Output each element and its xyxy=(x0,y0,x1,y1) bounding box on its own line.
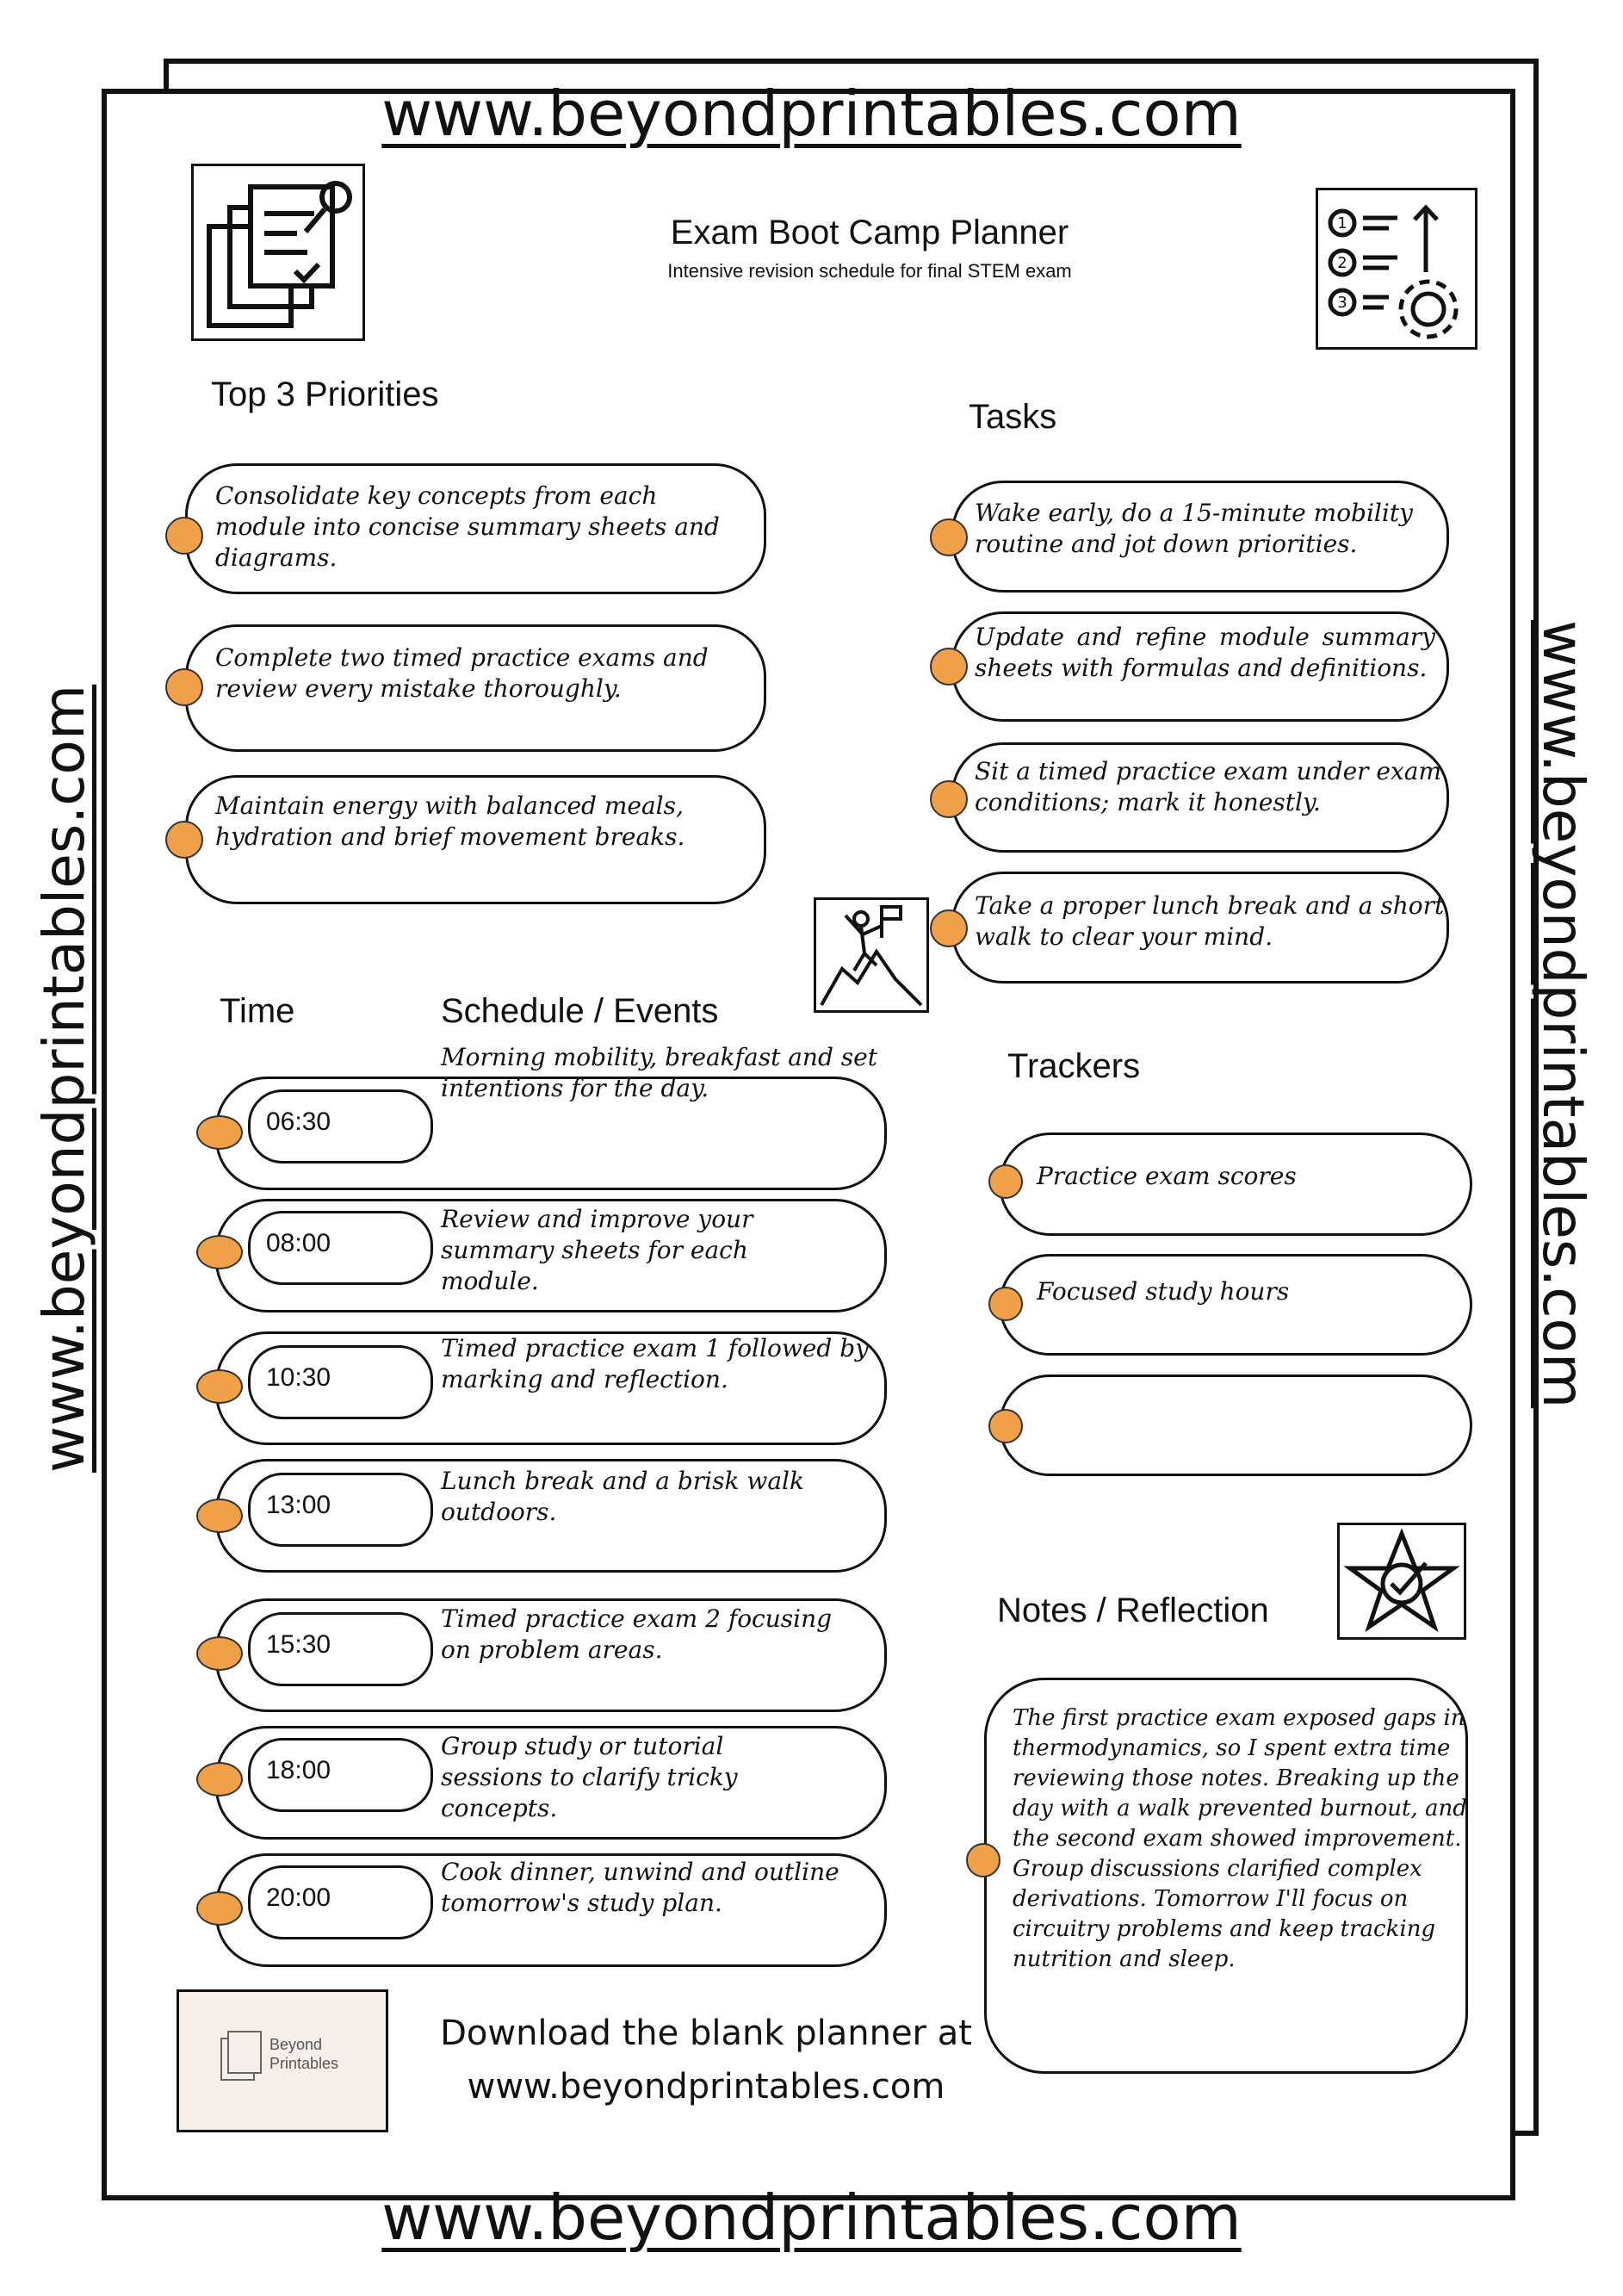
notes-text[interactable]: The first practice exam exposed gaps in thermodynamics, so I spent extra time reviewing those notes. Breaking up the day with a walk prevented burnout, and the second exam showed improvement. Group discussions clarified complex derivations. Tomorrow I'll focus on circuitry problems and keep tracking nutrition and sleep. xyxy=(1013,1705,1467,1972)
event-text: Morning mobility, breakfast and set intentions for the day. xyxy=(441,1043,877,1102)
event-text: Group study or tutorial sessions to clarify tricky concepts. xyxy=(441,1732,738,1822)
time-slot: 10:30 xyxy=(248,1345,433,1419)
climber-flag-icon xyxy=(814,897,929,1013)
schedule-bullet xyxy=(196,1499,243,1533)
trackers-heading: Trackers xyxy=(1007,1047,1141,1085)
schedule-bullet xyxy=(196,1369,243,1404)
schedule-bullet xyxy=(196,1115,243,1150)
beyond-printables-logo xyxy=(177,1989,388,2132)
tasks-heading: Tasks xyxy=(969,398,1057,436)
tracker-label: Practice exam scores xyxy=(1037,1162,1297,1190)
watermark-right[interactable]: www.beyondprintables.com xyxy=(1530,620,1596,1409)
time-slot: 08:00 xyxy=(248,1211,433,1285)
watermark-bottom[interactable]: www.beyondprintables.com xyxy=(381,2181,1242,2254)
time-slot: 15:30 xyxy=(248,1612,433,1686)
page-title: Exam Boot Camp Planner xyxy=(670,214,1069,251)
priority-bullet xyxy=(165,517,203,555)
event-text: Review and improve your summary sheets for each module. xyxy=(441,1205,753,1295)
numbered-list-gear-icon xyxy=(1316,188,1477,350)
watermark-top[interactable]: www.beyondprintables.com xyxy=(381,78,1242,150)
task-bullet xyxy=(930,780,968,818)
tracker-bullet xyxy=(988,1409,1023,1443)
event-text: Timed practice exam 1 followed by marking and reflection. xyxy=(441,1334,869,1393)
svg-text:2: 2 xyxy=(1337,254,1347,272)
task-bullet xyxy=(930,909,968,947)
time-slot: 18:00 xyxy=(248,1738,433,1812)
star-check-icon xyxy=(1337,1523,1466,1640)
priority-text: Complete two timed practice exams and review every mistake thoroughly. xyxy=(215,643,709,703)
footer-line1: Download the blank planner at xyxy=(440,2014,972,2053)
schedule-bullet xyxy=(196,1636,243,1671)
notes-heading: Notes / Reflection xyxy=(997,1592,1269,1629)
priority-text: Consolidate key concepts from each module into concise summary sheets and diagrams. xyxy=(215,481,720,572)
schedule-bullet xyxy=(196,1891,243,1926)
task-text: Wake early, do a 15-minute mobility routine and jot down priorities. xyxy=(975,499,1413,558)
footer-link[interactable]: www.beyondprintables.com xyxy=(467,2067,945,2107)
footer-download-text xyxy=(405,2007,1007,2113)
svg-text:3: 3 xyxy=(1337,294,1347,312)
page-subtitle: Intensive revision schedule for final STEM exam xyxy=(667,260,1072,282)
schedule-heading: Schedule / Events xyxy=(441,992,719,1030)
priority-bullet xyxy=(165,821,203,859)
tracker-card[interactable] xyxy=(999,1374,1472,1476)
logo-text-line1: Beyond xyxy=(269,2036,323,2053)
clipboard-checklist-icon xyxy=(191,164,365,341)
task-text: Take a proper lunch break and a short walk to clear your mind. xyxy=(975,891,1445,951)
priority-text: Maintain energy with balanced meals, hydration and brief movement breaks. xyxy=(215,791,685,851)
time-slot: 20:00 xyxy=(248,1865,433,1939)
schedule-bullet xyxy=(196,1762,243,1796)
event-text: Lunch break and a brisk walk outdoors. xyxy=(441,1467,804,1526)
tracker-label: Focused study hours xyxy=(1037,1277,1290,1306)
task-text: Update and refine module summary sheets with formulas and definitions. xyxy=(975,623,1435,682)
notes-bullet xyxy=(966,1843,1000,1877)
logo-text-line2: Printables xyxy=(269,2055,339,2072)
event-text: Timed practice exam 2 focusing on problem areas. xyxy=(441,1604,833,1664)
task-text: Sit a timed practice exam under exam conditions; mark it honestly. xyxy=(975,757,1442,816)
time-slot: 06:30 xyxy=(248,1089,433,1164)
priorities-heading: Top 3 Priorities xyxy=(211,375,439,413)
watermark-left[interactable]: www.beyondprintables.com xyxy=(31,684,97,1473)
svg-text:1: 1 xyxy=(1337,214,1347,233)
schedule-bullet xyxy=(196,1235,243,1269)
tracker-bullet xyxy=(988,1287,1023,1321)
time-heading: Time xyxy=(220,992,295,1030)
task-bullet xyxy=(930,518,968,556)
tracker-bullet xyxy=(988,1164,1023,1199)
time-slot: 13:00 xyxy=(248,1473,433,1547)
event-text: Cook dinner, unwind and outline tomorrow's study plan. xyxy=(441,1858,839,1917)
priority-bullet xyxy=(165,668,203,706)
task-bullet xyxy=(930,648,968,686)
